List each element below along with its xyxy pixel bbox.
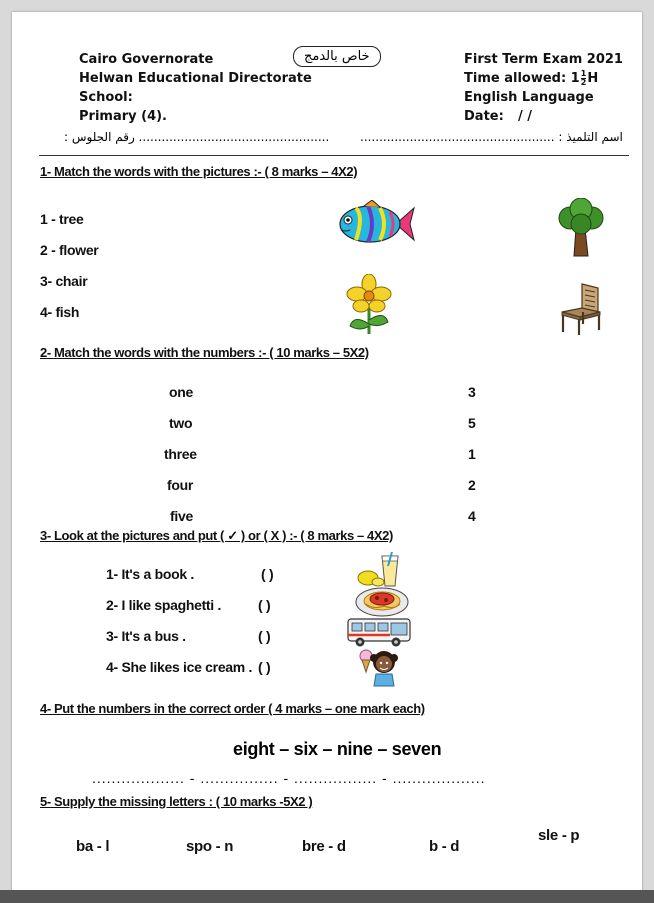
viewer-bottom-edge <box>0 890 654 903</box>
q5-item-sleep: sle - p <box>538 827 580 844</box>
q3-answer-box[interactable]: ( ) <box>258 597 271 613</box>
student-name-line: اسم التلميذ : ................................................... <box>360 130 623 144</box>
q4-answer-line[interactable]: ................... - ................ - ................. - ................... <box>92 770 486 786</box>
chair-icon <box>558 282 604 336</box>
q2-word-three: three <box>164 446 197 462</box>
q1-item-chair: 3- chair <box>40 273 88 289</box>
seat-number-line: .................................................. رقم الجلوس : <box>64 130 330 144</box>
lemonade-icon <box>356 552 404 588</box>
q3-answer-box[interactable]: ( ) <box>258 628 271 644</box>
q2-number: 5 <box>468 415 476 431</box>
q3-item-book: 1- It's a book . <box>106 566 194 582</box>
q3-answer-box[interactable]: ( ) <box>258 659 271 675</box>
q5-item-spoon: spo - n <box>186 838 234 855</box>
q3-title: 3- Look at the pictures and put ( ✓ ) or ( X ) :- ( 8 marks – 4X2) <box>40 528 393 543</box>
q2-number: 2 <box>468 477 476 493</box>
q2-word-two: two <box>169 415 193 431</box>
governorate: Cairo Governorate <box>79 52 214 67</box>
q5-item-bread: bre - d <box>302 838 346 855</box>
q2-number: 3 <box>468 384 476 400</box>
fraction-denominator: 2 <box>580 78 587 87</box>
school-label: School: <box>79 90 133 105</box>
grade-label: Primary (4). <box>79 109 167 124</box>
q5-title: 5- Supply the missing letters : ( 10 marks -5X2 ) <box>40 794 313 809</box>
spaghetti-icon <box>354 584 410 618</box>
q1-item-flower: 2 - flower <box>40 242 99 258</box>
flower-icon <box>346 274 392 336</box>
girl-ice-cream-icon <box>356 646 404 688</box>
q1-item-fish: 4- fish <box>40 304 80 320</box>
time-suffix: H <box>587 71 599 86</box>
q2-word-one: one <box>169 384 193 400</box>
fraction-numerator: 1 <box>580 69 587 78</box>
q2-number: 4 <box>468 508 476 524</box>
q3-item-ice-cream: 4- She likes ice cream . <box>106 659 253 675</box>
q4-title: 4- Put the numbers in the correct order ( 4 marks – one mark each) <box>40 701 425 716</box>
bus-icon <box>346 616 412 648</box>
q3-item-spaghetti: 2- I like spaghetti . <box>106 597 222 613</box>
q2-word-five: five <box>170 508 193 524</box>
time-fraction <box>581 70 587 87</box>
time-prefix: Time allowed: 1 <box>464 71 580 86</box>
q2-title: 2- Match the words with the numbers :- ( 10 marks – 5X2) <box>40 345 369 360</box>
q4-number-words: eight – six – nine – seven <box>233 739 442 759</box>
q5-item-ball: ba - l <box>76 838 110 855</box>
subject: English Language <box>464 90 594 105</box>
q3-item-bus: 3- It's a bus . <box>106 628 186 644</box>
date-label: Date: <box>464 109 504 124</box>
q5-item-bed: b - d <box>429 838 460 855</box>
directorate: Helwan Educational Directorate <box>79 71 312 86</box>
q2-number: 1 <box>468 446 476 462</box>
q2-word-four: four <box>167 477 194 493</box>
time-allowed <box>464 70 598 87</box>
fish-icon <box>336 200 416 248</box>
date-slashes: / / <box>518 109 533 124</box>
special-needs-stamp: خاص بالدمج <box>293 46 381 67</box>
header-divider <box>39 155 629 156</box>
tree-icon <box>556 198 606 258</box>
q3-answer-box[interactable]: ( ) <box>261 566 274 582</box>
exam-page <box>12 12 642 892</box>
exam-title: First Term Exam 2021 <box>464 52 623 67</box>
q1-title: 1- Match the words with the pictures :- ( 8 marks – 4X2) <box>40 164 358 179</box>
q1-item-tree: 1 - tree <box>40 211 84 227</box>
